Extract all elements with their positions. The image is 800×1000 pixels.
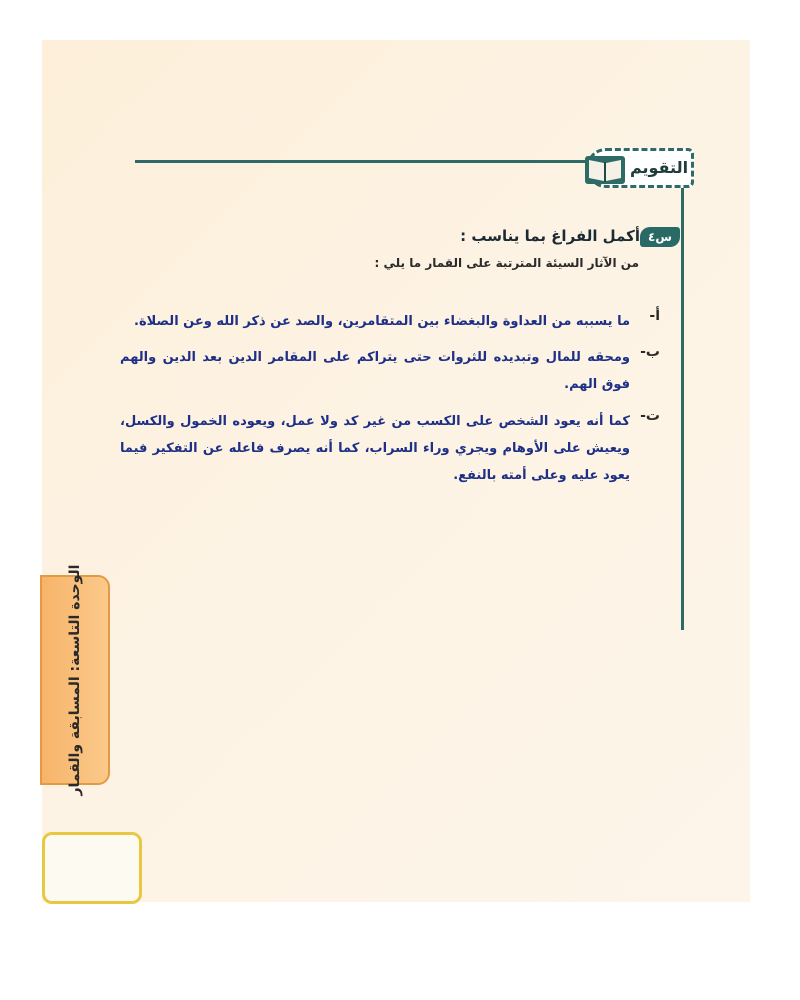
answer-letter: ت- (640, 408, 660, 424)
answer-letter: ب- (640, 344, 660, 360)
answer-item (120, 408, 660, 489)
answer-list (120, 408, 660, 489)
answer-item (120, 308, 660, 335)
question-subtitle: من الآثار السيئة المترتبة على القمار ما يلي : (374, 256, 639, 270)
answer-letter: أ- (649, 308, 660, 324)
header-rule (135, 160, 585, 163)
answer-text: كما أنه يعود الشخص على الكسب من غير كد ولا عمل، ويعوده الخمول والكسل، ويعيش على الأوهام ويجري وراء السراب، كما أنه يصرف فاعله عن التفكير فيما يعود عليه وعلى أمته بالنفع. (120, 414, 630, 483)
section-title: التقويم (629, 158, 689, 177)
open-book-icon (583, 150, 627, 188)
right-rule (681, 182, 684, 630)
answer-text: ما يسببه من العداوة والبغضاء بين المتقامرين، والصد عن ذكر الله وعن الصلاة. (134, 314, 630, 329)
question-title: أكمل الفراغ بما يناسب : (460, 227, 640, 245)
answer-item (120, 344, 660, 398)
page-number-box (42, 832, 142, 904)
unit-side-label: الوحدة التاسعة: المسابقة والقمار (67, 564, 83, 796)
answer-text: ومحقه للمال وتبديده للثروات حتى يتراكم على المقامر الدين بعد الدين والهم فوق الهم. (120, 350, 630, 392)
question-number-badge: س٤ (640, 227, 680, 247)
answer-list (120, 308, 660, 335)
answer-list (120, 344, 660, 398)
